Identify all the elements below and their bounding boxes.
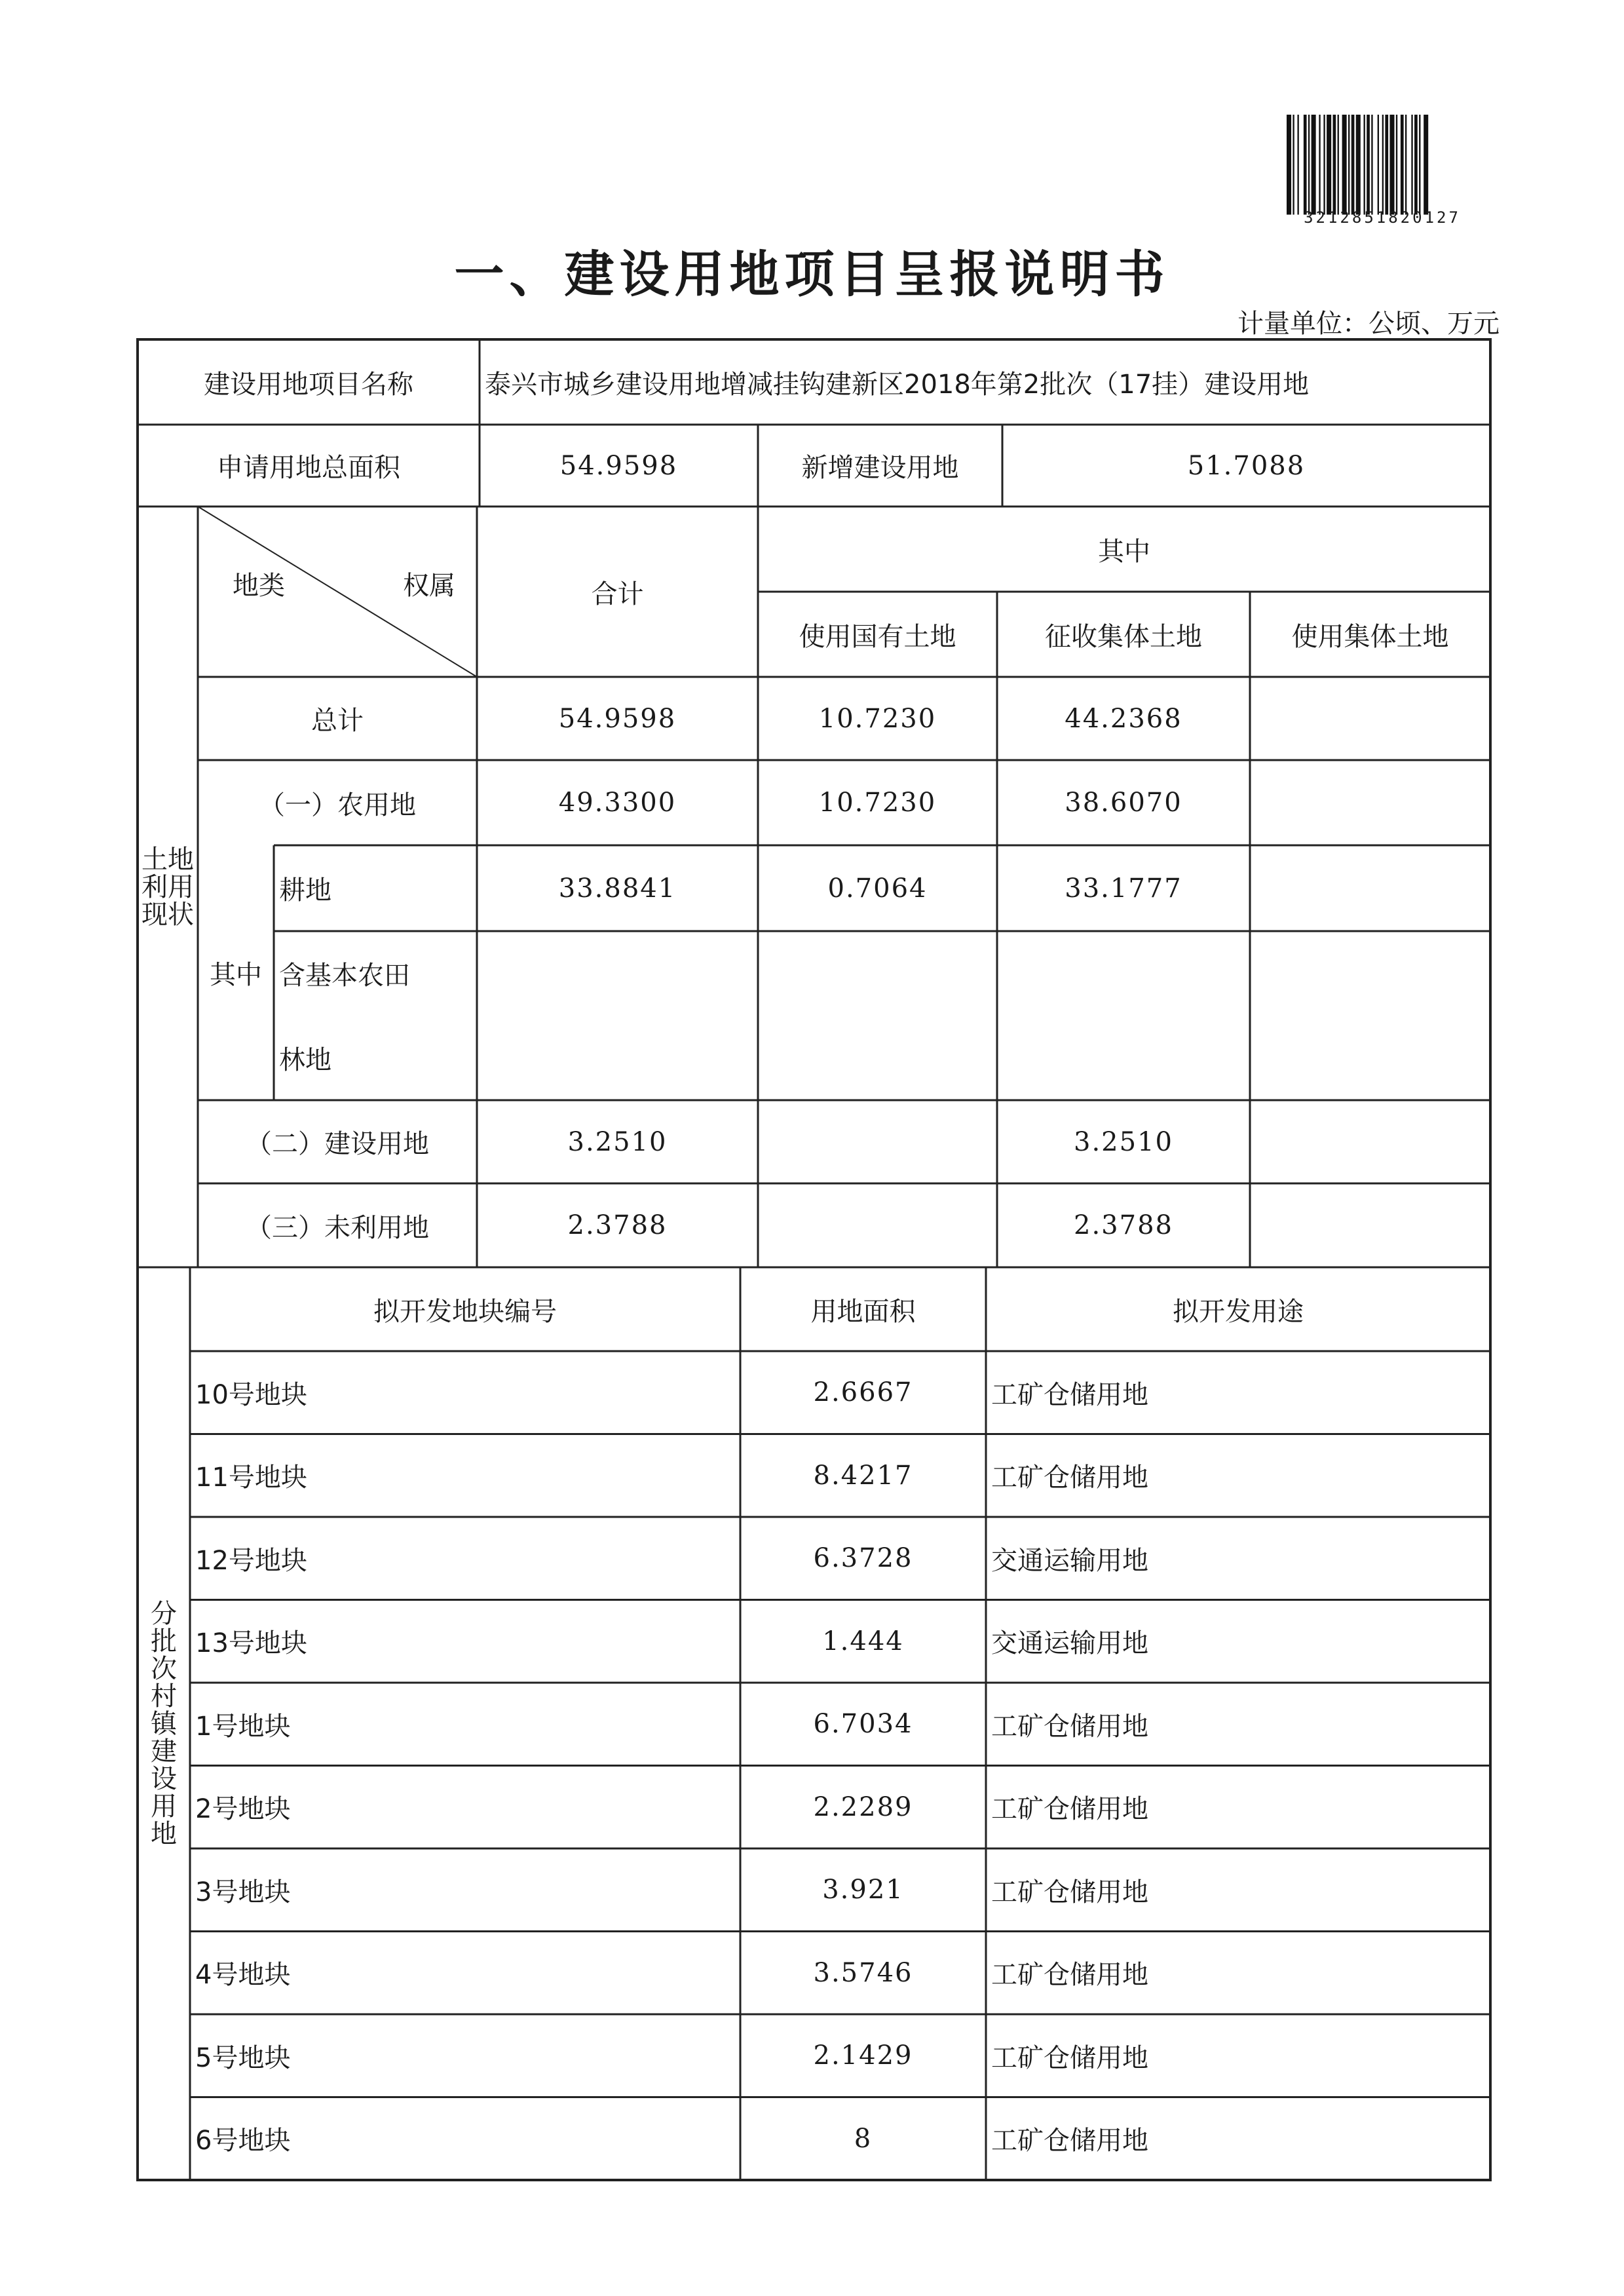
plot-id: 6号地块 <box>195 2126 291 2156</box>
land-row-collective-expropriated: 3.2510 <box>1074 1126 1173 1157</box>
barcode-number: 3212851820127 <box>1304 208 1461 227</box>
plot-id: 10号地块 <box>195 1379 307 1410</box>
state-owned-header: 使用国有土地 <box>799 621 956 652</box>
plot-id: 3号地块 <box>195 1877 291 1907</box>
plot-use: 交通运输用地 <box>991 1628 1148 1659</box>
total-area-label: 申请用地总面积 <box>217 453 400 483</box>
diag-left-label: 地类 <box>233 570 285 601</box>
new-construction-value: 51.7088 <box>1187 450 1306 481</box>
land-row-total <box>477 931 758 1016</box>
plot-id: 2号地块 <box>195 1794 291 1825</box>
plot-use: 工矿仓储用地 <box>991 2042 1148 2073</box>
land-row-label: 耕地 <box>279 875 331 906</box>
plot-use: 工矿仓储用地 <box>991 1711 1148 1742</box>
plot-area: 2.2289 <box>813 1791 913 1822</box>
plot-use: 工矿仓储用地 <box>991 1379 1148 1410</box>
plot-area: 6.7034 <box>813 1709 913 1740</box>
land-status-section-label <box>138 507 198 1267</box>
land-row-state-owned <box>758 1100 997 1183</box>
new-construction-label: 新增建设用地 <box>801 453 959 483</box>
land-row-total: 33.8841 <box>558 873 677 904</box>
land-row-collective-expropriated: 38.6070 <box>1065 788 1182 818</box>
plot-id: 5号地块 <box>195 2042 291 2073</box>
total-column-header: 合计 <box>591 579 644 609</box>
plot-area: 3.921 <box>822 1875 904 1905</box>
land-row-state-owned <box>758 1016 997 1100</box>
group-header: 其中 <box>1098 536 1150 567</box>
land-status-section-text: 土地利用现状 <box>142 844 194 930</box>
plot-id: 11号地块 <box>195 1463 307 1493</box>
project-name-value: 泰兴市城乡建设用地增减挂钩建新区2018年第2批次（17挂）建设用地 <box>485 369 1310 400</box>
land-row-collective-expropriated: 44.2368 <box>1065 703 1182 734</box>
project-name-label: 建设用地项目名称 <box>204 369 413 400</box>
land-row-label: （二）建设用地 <box>246 1129 429 1159</box>
plot-use: 工矿仓储用地 <box>991 1794 1148 1825</box>
plot-use-header: 拟开发用途 <box>1173 1296 1304 1327</box>
land-row-state-owned: 0.7064 <box>827 873 928 904</box>
land-row-state-owned: 10.7230 <box>818 788 937 818</box>
land-row-collective-used <box>1250 1100 1490 1183</box>
land-row-label: 含基本农田 <box>279 961 410 991</box>
land-row-state-owned <box>758 1183 997 1267</box>
land-row-collective-expropriated <box>997 1016 1250 1100</box>
total-area-value: 54.9598 <box>559 450 678 481</box>
land-row-collective-used <box>1250 760 1490 845</box>
plot-area-header: 用地面积 <box>810 1296 916 1327</box>
sub-group-label: 其中 <box>210 960 262 990</box>
land-row-collective-used <box>1250 931 1490 1016</box>
land-row-total: 2.3788 <box>567 1210 668 1240</box>
land-row-label: 林地 <box>279 1045 331 1075</box>
plot-use: 交通运输用地 <box>991 1545 1148 1576</box>
plot-id: 13号地块 <box>195 1628 307 1659</box>
unit-note: 计量单位：公顷、万元 <box>1237 309 1500 339</box>
plot-id: 12号地块 <box>195 1545 307 1576</box>
plot-area: 2.6667 <box>813 1377 913 1408</box>
land-row-collective-expropriated <box>997 931 1250 1016</box>
plot-area: 3.5746 <box>813 1957 913 1988</box>
plot-id-header: 拟开发地块编号 <box>373 1296 557 1327</box>
plot-area: 8 <box>854 2123 873 2154</box>
plot-use: 工矿仓储用地 <box>991 1877 1148 1907</box>
plot-area: 6.3728 <box>813 1543 913 1574</box>
plot-use: 工矿仓储用地 <box>991 2126 1148 2156</box>
land-row-total <box>477 1016 758 1100</box>
land-row-total: 49.3300 <box>558 788 677 818</box>
plot-area: 1.444 <box>822 1626 904 1656</box>
land-row-collective-used <box>1250 677 1490 760</box>
land-row-state-owned: 10.7230 <box>818 703 937 734</box>
plots-section-label <box>138 1267 190 2180</box>
collective-expropriated-header: 征收集体土地 <box>1045 621 1202 652</box>
land-row-collective-used <box>1250 1183 1490 1267</box>
land-row-collective-expropriated: 2.3788 <box>1074 1210 1173 1240</box>
plots-section-text: 分批次村镇建设用地 <box>151 1598 177 1849</box>
land-row-label: 总计 <box>311 706 364 736</box>
land-row-total: 54.9598 <box>558 703 677 734</box>
land-row-state-owned <box>758 931 997 1016</box>
collective-used-header: 使用集体土地 <box>1291 621 1449 652</box>
land-row-collective-used <box>1250 1016 1490 1100</box>
land-row-total: 3.2510 <box>567 1126 668 1157</box>
land-row-label: （一）农用地 <box>259 790 416 820</box>
plot-id: 1号地块 <box>195 1711 291 1742</box>
plot-use: 工矿仓储用地 <box>991 1960 1148 1991</box>
plot-area: 8.4217 <box>813 1460 913 1491</box>
plot-area: 2.1429 <box>813 2040 913 2071</box>
page-title: 一、建设用地项目呈报说明书 <box>454 245 1170 303</box>
land-row-collective-expropriated: 33.1777 <box>1065 873 1182 904</box>
plot-id: 4号地块 <box>195 1960 291 1991</box>
plot-use: 工矿仓储用地 <box>991 1463 1148 1493</box>
diag-right-label: 权属 <box>403 570 455 601</box>
land-row-label: （三）未利用地 <box>246 1212 429 1243</box>
land-row-collective-used <box>1250 845 1490 931</box>
